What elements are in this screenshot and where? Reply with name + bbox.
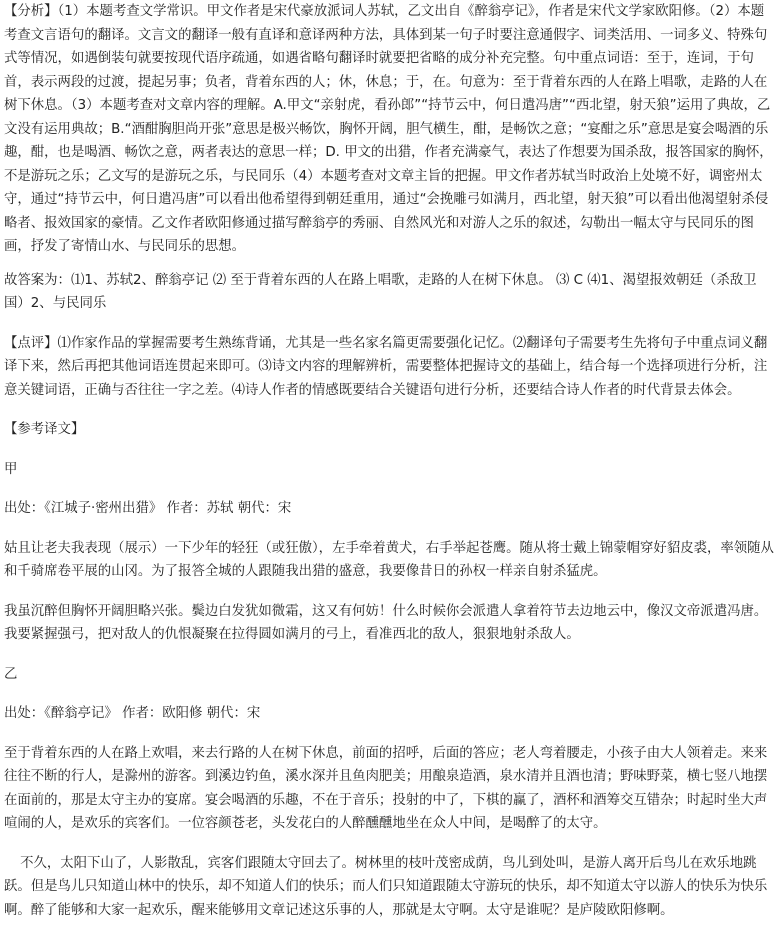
comment-paragraph: 【点评】⑴作家作品的掌握需要考生熟练背诵，尤其是一些名家名篇更需要强化记忆。⑵翻译句子需要考生先将句子中重点词义翻译下来，然后再把其他词语连贯起来即可。⑶诗文内容的理解辨析，需要整体把握诗文的基础上，结合每一个选择项进行分析，注意关键词语，正确与否往往一字之差。⑷诗人作者的情感既要结合关键语句进行分析，还要结合诗人作者的时代背景去体会。: [4, 335, 768, 398]
yi-label: 乙: [4, 666, 18, 682]
yi-paragraph-1: 至于背着东西的人在路上欢唱，来去行路的人在树下休息，前面的招呼，后面的答应；老人弯着腰走，小孩子由大人领着走。来来往往不断的行人，是滁州的游客。到溪边钓鱼，溪水深并且鱼肉肥美；用酿泉造酒，泉水清并且酒也清；野味野菜，横七竖八地摆在面前的，那是太守主办的宴席。宴会喝酒的乐趣，不在于音乐；投射的中了，下棋的赢了，酒杯和酒筹交互错杂；时起时坐大声喧闹的人，是欢乐的宾客们。一位容颜苍老，头发花白的人醉醺醺地坐在众人中间，是喝醉了的太守。: [4, 745, 768, 831]
jia-paragraph-1: 姑且让老夫我表现（展示）一下少年的轻狂（或狂傲），左手牵着黄犬，右手举起苍鹰。随从将士戴上锦蒙帽穿好貂皮裘，率领随从和千骑席卷平展的山冈。为了报答全城的人跟随我出猎的盛意，我要像昔日的孙权一样亲自射杀猛虎。: [4, 540, 774, 579]
analysis-paragraph: 【分析】（1）本题考查文学常识。甲文作者是宋代豪放派词人苏轼，乙文出自《醉翁亭记》，作者是宋代文学家欧阳修。（2）本题考查文言语句的翻译。文言文的翻译一般有直译和意译两种方法，具体到某一句子时要注意通假字、词类活用、一词多义、特殊句式等情况，如遇倒装句就要按现代语序疏通，如遇省略句翻译时就要把省略的成分补充完整。句中重点词语：至于，连词，于句首，表示两段的过渡，提起另事；负者，背着东西的人；休，休息；于，在。句意为：至于背着东西的人在路上唱歌，走路的人在树下休息。（3）本题考查对文章内容的理解。A.甲文“亲射虎，看孙郎”“持节云中，何日遣冯唐”“西北望，射天狼”运用了典故，乙文没有运用典故；B.“酒酣胸胆尚开张”意思是极兴畅饮，胸怀开阔，胆气横生，酣，是畅饮之意；“宴酣之乐”意思是宴会喝酒的乐趣，酣，也是喝酒、畅饮之意，两者表达的意思一样；D. 甲文的出猎，作者充满豪气，表达了作想要为国杀敌，报答国家的胸怀，不是游玩之乐；乙文写的是游玩之乐，与民同乐（4）本题考查对文章主旨的把握。甲文作者苏轼当时政治上处境不好，调密州太守，通过“持节云中，何日遣冯唐”可以看出他希望得到朝廷重用，通过“会挽雕弓如满月，西北望，射天狼”可以看出他渴望射杀侵略者、报效国家的豪情。乙文作者欧阳修通过描写醉翁亭的秀丽、自然风光和对游人之乐的叙述，勾勒出一幅太守与民同乐的图画，抒发了寄情山水、与民同乐的思想。: [4, 4, 773, 254]
jia-paragraph-2: 我虽沉醉但胸怀开阔胆略兴张。鬓边白发犹如微霜，这又有何妨！什么时候你会派遣人拿着符节去边地云中，像汉文帝派遣冯唐。我要紧握强弓，把对敌人的仇恨凝聚在拉得圆如满月的弓上，看准西北的敌人，狠狠地射杀敌人。: [4, 603, 768, 642]
yi-paragraph-2: 不久，太阳下山了，人影散乱，宾客们跟随太守回去了。树林里的枝叶茂密成荫，鸟儿到处叫，是游人离开后鸟儿在欢乐地跳跃。但是鸟儿只知道山林中的快乐，却不知道人们的快乐；而人们只知道跟随太守游玩的快乐，却不知道太守以游人的快乐为快乐啊。醉了能够和大家一起欢乐，醒来能够用文章记述这乐事的人，那就是太守啊。太守是谁呢？是庐陵欧阳修啊。: [4, 855, 768, 918]
translation-heading: 【参考译文】: [4, 422, 85, 437]
answer-paragraph: 故答案为：⑴1、苏轼2、醉翁亭记 ⑵ 至于背着东西的人在路上唱歌，走路的人在树下休息。 ⑶ C ⑷1、渴望报效朝廷（杀敌卫国）2、与民同乐: [4, 272, 757, 311]
jia-source: 出处：《江城子·密州出猎》 作者：苏轼 朝代：宋: [4, 501, 292, 516]
yi-source: 出处：《醉翁亭记》 作者：欧阳修 朝代：宋: [4, 706, 261, 721]
jia-label: 甲: [4, 461, 18, 477]
